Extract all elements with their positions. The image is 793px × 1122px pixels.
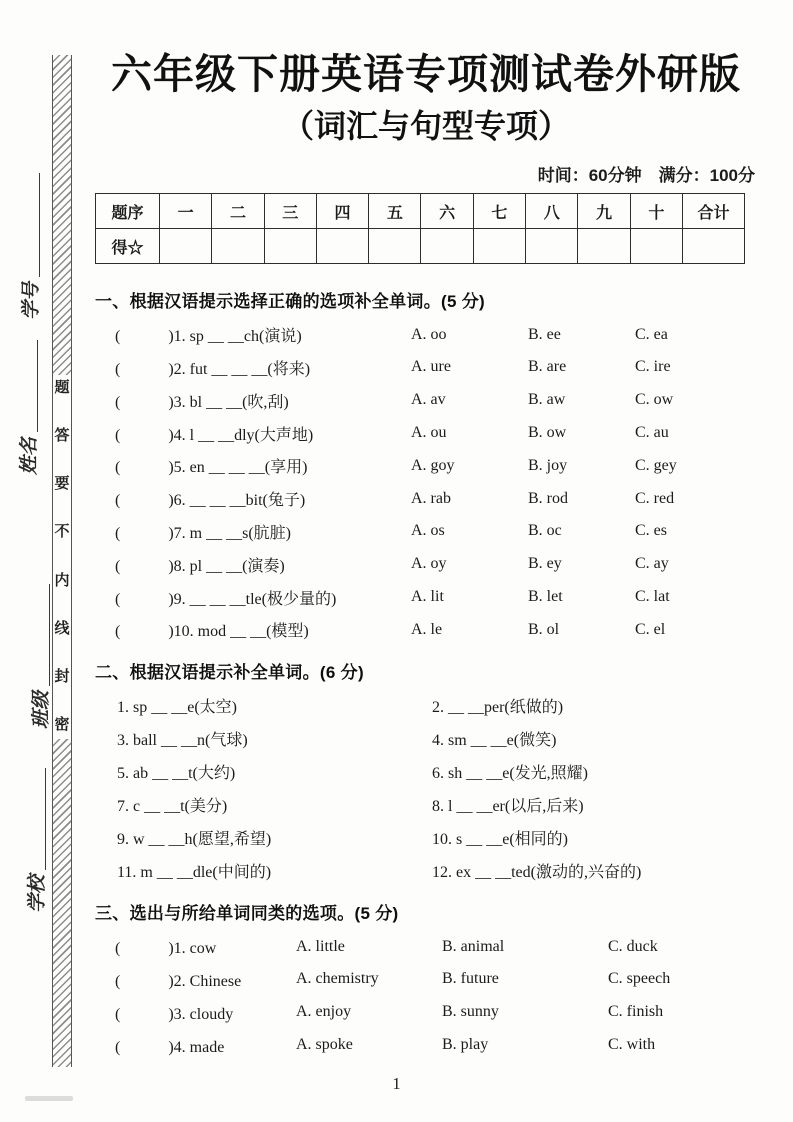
seal-char: 内 [54,572,70,589]
question-stem: ( )10. mod __ __(模型) [115,623,309,641]
fill-blank-item: 6. sh __ __e(发光,照耀) [432,765,588,783]
option-b: B. sunny [442,1003,499,1021]
option-b: B. aw [528,391,566,409]
score-header-cell: 七 [473,194,525,229]
question-row [95,548,757,581]
score-table-score-row [96,229,745,264]
section-1-items [95,318,757,646]
score-cell [264,229,316,264]
class-field [26,577,53,729]
seal-hatch-bottom [53,739,71,1067]
question-row [95,613,757,646]
question-stem: ( )7. m __ __s(肮脏) [115,524,291,542]
name-field [14,329,41,475]
exam-time-score-info: 时间：60分钟 满分：100分 [537,166,755,186]
student-id-label: 学号 [21,281,42,320]
option-c: C. finish [608,1003,664,1021]
question-stem: ( )5. en __ __ __(享用) [115,459,308,477]
option-c: C. duck [608,937,658,955]
option-b: B. rod [528,489,568,507]
score-header-cell: 合计 [683,194,745,229]
score-cell [369,229,421,264]
option-a: A. oy [411,555,447,573]
option-a: A. ou [411,424,447,442]
fill-blank-item: 11. m __ __dle(中间的) [117,864,272,882]
option-a: A. enjoy [296,1003,352,1021]
page-subtitle: （词汇与句型专项） [281,108,570,145]
score-header-cell: 题序 [96,194,160,229]
score-cell [316,229,368,264]
option-b: B. animal [442,937,505,955]
question-row [95,417,757,450]
fill-blank-item: 12. ex __ __ted(激动的,兴奋的) [432,864,642,882]
question-stem: ( )1. sp __ __ch(演说) [115,328,302,346]
option-c: C. lat [635,588,670,606]
score-header-cell: 一 [160,194,212,229]
score-header-cell: 五 [369,194,421,229]
seal-char: 密 [54,716,70,733]
option-b: B. ow [528,424,567,442]
school-field [22,759,49,913]
seal-char: 线 [54,620,70,637]
option-a: A. os [411,522,445,540]
question-row [95,1029,757,1062]
option-c: C. red [635,489,675,507]
score-row-label: 得☆ [96,229,160,264]
name-blank-line [37,340,38,432]
question-stem: ( )6. __ __ __bit(兔子) [115,492,306,510]
option-c: C. ow [635,391,674,409]
question-stem: ( )2. Chinese [115,972,242,990]
option-a: A. av [411,391,446,409]
option-c: C. gey [635,456,677,474]
seal-char: 要 [54,476,70,493]
student-id-blank-line [39,173,40,277]
student-id-field [16,160,43,320]
option-c: C. with [608,1036,656,1054]
score-table [95,193,745,264]
section-3-items [95,930,757,1061]
question-stem: ( )4. made [115,1038,225,1056]
fill-blank-item: 5. ab __ __t(大约) [117,765,236,783]
exam-paper [95,0,757,1061]
question-stem: ( )1. cow [115,940,217,958]
question-row [95,351,757,384]
option-a: A. rab [411,489,451,507]
scan-artifact [25,1096,73,1101]
question-row [95,996,757,1029]
score-header-cell: 十 [630,194,682,229]
score-cell [578,229,630,264]
option-b: B. ee [528,325,561,343]
option-a: A. lit [411,588,444,606]
question-row [95,963,757,996]
option-a: A. spoke [296,1036,353,1054]
option-c: C. es [635,522,667,540]
question-row [95,515,757,548]
question-stem: ( )2. fut __ __ __(将来) [115,360,311,378]
score-header-cell: 六 [421,194,473,229]
seal-line-strip [52,55,72,1067]
score-cell [421,229,473,264]
option-b: B. joy [528,456,568,474]
option-c: C. speech [608,970,671,988]
score-cell [630,229,682,264]
fill-blank-item: 7. c __ __t(美分) [117,798,228,816]
option-c: C. ea [635,325,668,343]
question-stem: ( )4. l __ __dly(大声地) [115,426,314,444]
option-a: A. goy [411,456,455,474]
score-header-cell: 二 [212,194,264,229]
school-blank-line [45,768,46,870]
option-b: B. ol [528,620,560,638]
question-stem: ( )3. cloudy [115,1005,234,1023]
question-stem: ( )9. __ __ __tle(极少量的) [115,590,337,608]
option-c: C. ire [635,358,671,376]
section-2-heading: 二、根据汉语提示补全单词。(6 分) [95,663,364,683]
class-blank-line [49,584,50,686]
option-a: A. oo [411,325,447,343]
score-cell [473,229,525,264]
fill-blank-item: 9. w __ __h(愿望,希望) [117,831,272,849]
score-cell [526,229,578,264]
score-table-header-row [96,194,745,229]
fill-blank-item: 8. l __ __er(以后,后来) [432,798,584,816]
question-row [95,318,757,351]
score-cell [683,229,745,264]
fill-blank-item: 3. ball __ __n(气球) [117,732,248,750]
question-stem: ( )3. bl __ __(吹,刮) [115,393,289,411]
question-stem: ( )8. pl __ __(演奏) [115,557,285,575]
class-label: 班级 [31,690,52,729]
fill-blank-item: 1. sp __ __e(太空) [117,699,237,717]
fill-blank-item: 4. sm __ __e(微笑) [432,732,557,750]
option-a: A. chemistry [296,970,379,988]
option-b: B. future [442,970,499,988]
option-b: B. oc [528,522,562,540]
seal-char: 封 [54,668,70,685]
fill-blank-item: 10. s __ __e(相同的) [432,831,568,849]
score-header-cell: 三 [264,194,316,229]
school-label: 学校 [27,874,48,913]
section-3-heading: 三、选出与所给单词同类的选项。(5 分) [95,904,399,924]
option-b: B. play [442,1036,489,1054]
option-b: B. let [528,588,563,606]
question-row [95,930,757,963]
seal-char: 不 [54,524,70,541]
question-row [95,482,757,515]
option-c: C. ay [635,555,669,573]
option-a: A. le [411,620,443,638]
seal-char: 答 [54,428,70,445]
section-2-items [95,689,757,887]
score-header-cell: 四 [316,194,368,229]
question-row [95,384,757,417]
question-row [95,449,757,482]
seal-hatch-top [53,55,71,375]
section-1-heading: 一、根据汉语提示选择正确的选项补全单词。(5 分) [95,292,485,312]
page-number: 1 [392,1074,401,1093]
option-c: C. el [635,620,666,638]
option-c: C. au [635,424,669,442]
seal-char: 题 [54,380,70,396]
option-a: A. little [296,937,345,955]
score-header-cell: 九 [578,194,630,229]
name-label: 姓名 [19,436,40,475]
fill-blank-item: 2. __ __per(纸做的) [432,699,564,717]
page-title: 六年级下册英语专项测试卷外研版 [111,51,741,97]
option-b: B. are [528,358,567,376]
score-header-cell: 八 [526,194,578,229]
seal-line-text [53,375,71,739]
option-a: A. ure [411,358,451,376]
score-cell [160,229,212,264]
score-cell [212,229,264,264]
question-row [95,581,757,614]
option-b: B. ey [528,555,562,573]
